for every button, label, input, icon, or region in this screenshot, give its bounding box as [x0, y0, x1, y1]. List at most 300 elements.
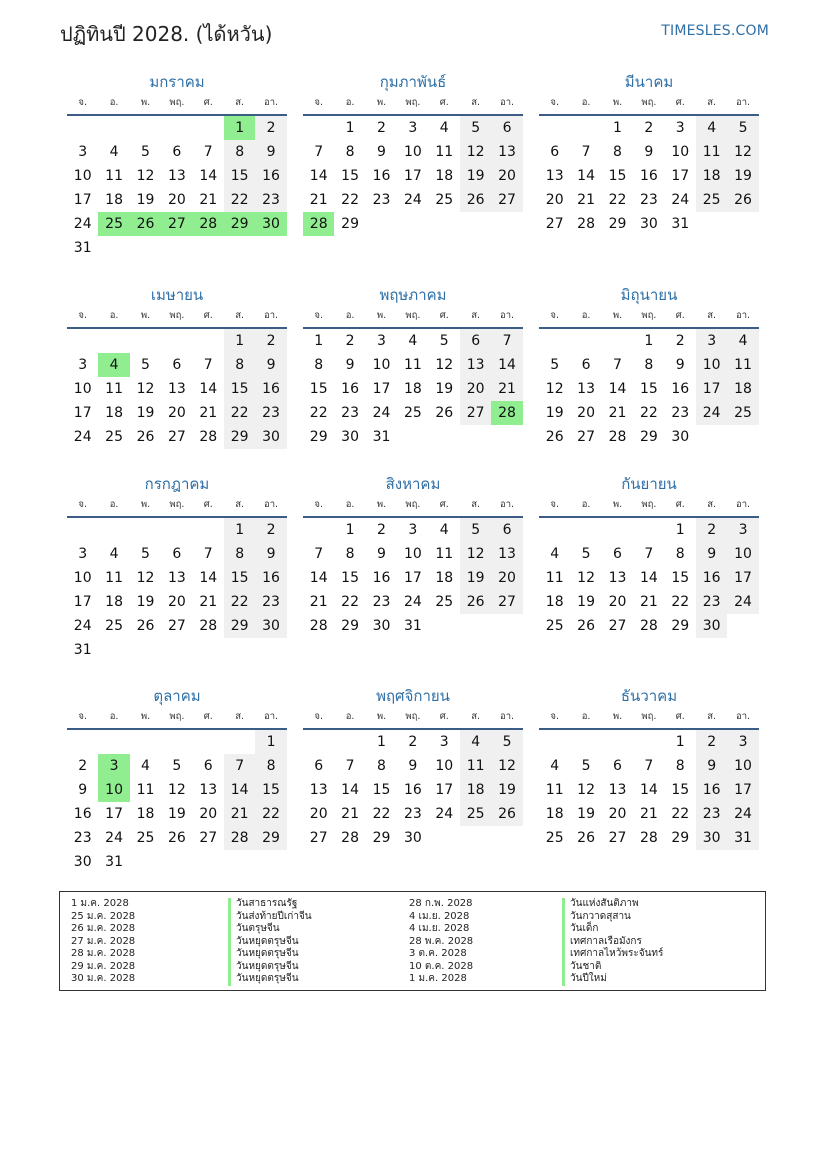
day-cell: 13	[608, 570, 627, 586]
weekday-label: ส.	[707, 499, 717, 510]
day-cell: 1	[675, 522, 685, 538]
empty-cell	[303, 116, 334, 140]
day-cell: 7	[203, 357, 213, 373]
weekday-label: อา.	[736, 711, 751, 722]
weekend-day-cell: 9	[255, 140, 286, 164]
legend-date: 28 ก.พ. 2028	[409, 898, 473, 909]
empty-cell	[193, 329, 224, 353]
day-cell: 7	[644, 546, 654, 562]
weekday-label: อ.	[345, 499, 355, 510]
day-cell: 20	[199, 806, 218, 822]
day-cell: 12	[136, 381, 155, 397]
weekday-label: พฤ.	[169, 499, 185, 510]
weekend-day-cell: 6	[491, 518, 522, 542]
day-cell: 24	[73, 618, 92, 634]
day-cell: 11	[435, 144, 454, 160]
day-cell: 27	[309, 830, 328, 846]
weekend-day-cell: 23	[255, 188, 286, 212]
month-name: มีนาคม	[624, 73, 674, 91]
weekday-label: พฤ.	[169, 711, 185, 722]
day-cell: 28	[199, 429, 218, 445]
weekday-label: พฤ.	[169, 310, 185, 321]
day-cell: 15	[671, 782, 690, 798]
weekday-label: อ.	[109, 499, 119, 510]
weekday-header	[67, 96, 287, 116]
month-name: กรกฎาคม	[144, 475, 210, 493]
legend-holiday-name: วันหยุดตรุษจีน	[228, 936, 312, 949]
day-cell: 31	[403, 618, 422, 634]
weekend-day-cell: 19	[727, 164, 758, 188]
weekday-label: อ.	[109, 97, 119, 108]
weekend-day-cell: 25	[696, 188, 727, 212]
empty-cell	[67, 518, 98, 542]
day-cell: 4	[439, 120, 449, 136]
weekend-day-cell: 26	[460, 188, 491, 212]
day-cell: 30	[73, 854, 92, 870]
weekday-label: อา.	[500, 711, 515, 722]
day-cell: 5	[141, 357, 150, 373]
day-cell: 22	[608, 192, 627, 208]
weekday-label: พ.	[140, 97, 151, 108]
weekday-header	[67, 710, 287, 730]
day-cell: 3	[377, 333, 386, 349]
day-cell: 14	[309, 570, 328, 586]
weekday-label: พ.	[612, 97, 623, 108]
day-cell: 21	[639, 594, 658, 610]
day-cell: 13	[199, 782, 218, 798]
month-calendar	[303, 686, 523, 850]
empty-cell	[602, 518, 633, 542]
day-cell: 10	[73, 381, 92, 397]
holiday-day-cell: 3	[98, 754, 129, 778]
day-cell: 22	[341, 192, 359, 208]
weekend-day-cell: 22	[255, 802, 286, 826]
empty-cell	[98, 730, 129, 754]
day-cell: 14	[199, 168, 218, 184]
day-cell: 23	[403, 806, 422, 822]
day-cell: 5	[550, 357, 560, 373]
day-cell: 25	[435, 594, 454, 610]
weekday-header	[67, 498, 287, 518]
day-grid	[539, 329, 759, 449]
legend-date: 30 ม.ค. 2028	[71, 973, 136, 984]
weekday-label: อ.	[581, 499, 591, 510]
holiday-day-cell: 1	[224, 116, 255, 140]
weekday-label: อา.	[264, 711, 279, 722]
day-cell: 3	[408, 522, 418, 538]
weekend-day-cell: 2	[255, 329, 286, 353]
legend-date: 1 ม.ค. 2028	[409, 973, 467, 984]
empty-cell	[633, 518, 664, 542]
weekday-label: พฤ.	[405, 310, 421, 321]
weekend-day-cell: 21	[491, 377, 522, 401]
weekend-day-cell: 20	[460, 377, 491, 401]
day-cell: 22	[671, 806, 690, 822]
month-calendar	[539, 285, 759, 449]
legend-date: 4 เม.ย. 2028	[409, 910, 470, 922]
empty-cell	[570, 116, 601, 140]
weekday-label: พ.	[376, 310, 387, 321]
day-cell: 8	[377, 758, 386, 774]
month-calendar	[303, 285, 523, 449]
weekday-label: ศ.	[439, 97, 449, 108]
weekend-day-cell: 14	[491, 353, 522, 377]
day-cell: 8	[675, 758, 685, 774]
weekday-label: อา.	[500, 499, 515, 510]
day-cell: 15	[639, 381, 658, 397]
day-cell: 13	[577, 381, 595, 397]
day-grid	[303, 730, 523, 850]
day-cell: 18	[105, 405, 123, 421]
weekend-day-cell: 22	[224, 401, 255, 425]
weekend-day-cell: 12	[491, 754, 522, 778]
day-cell: 22	[639, 405, 658, 421]
holiday-day-cell: 28	[491, 401, 522, 425]
weekday-label: ส.	[707, 310, 717, 321]
legend-holiday-name: วันเด็ก	[562, 923, 663, 936]
weekend-day-cell: 30	[696, 614, 727, 638]
empty-cell	[161, 329, 192, 353]
weekday-label: ส.	[471, 97, 481, 108]
weekday-label: ส.	[707, 711, 717, 722]
weekday-label: อ.	[345, 310, 355, 321]
weekend-day-cell: 10	[696, 353, 727, 377]
weekday-label: จ.	[78, 310, 87, 321]
day-cell: 16	[639, 168, 658, 184]
weekend-day-cell: 2	[255, 116, 286, 140]
day-cell: 20	[545, 192, 564, 208]
day-cell: 13	[309, 782, 328, 798]
weekday-label: พ.	[376, 97, 387, 108]
weekday-label: จ.	[78, 499, 87, 510]
day-cell: 15	[341, 168, 359, 184]
day-cell: 14	[639, 782, 658, 798]
day-cell: 11	[545, 782, 564, 798]
day-cell: 14	[199, 570, 218, 586]
weekend-day-cell: 19	[460, 164, 491, 188]
day-cell: 25	[136, 830, 155, 846]
day-cell: 28	[608, 429, 627, 445]
month-calendar	[67, 285, 287, 449]
day-cell: 4	[109, 144, 119, 160]
weekday-label: พฤ.	[405, 711, 421, 722]
day-cell: 19	[545, 405, 564, 421]
day-cell: 6	[550, 144, 560, 160]
day-cell: 19	[435, 381, 454, 397]
weekday-label: ศ.	[675, 97, 685, 108]
day-cell: 27	[167, 618, 186, 634]
weekday-label: ศ.	[675, 711, 685, 722]
day-cell: 20	[167, 405, 186, 421]
weekend-day-cell: 3	[727, 518, 758, 542]
legend-dates-column-1	[71, 898, 135, 986]
weekend-day-cell: 26	[727, 188, 758, 212]
day-cell: 19	[167, 806, 186, 822]
day-cell: 26	[545, 429, 564, 445]
empty-cell	[334, 730, 365, 754]
weekday-label: พ.	[612, 499, 623, 510]
day-cell: 10	[73, 570, 92, 586]
weekend-day-cell: 16	[255, 164, 286, 188]
day-cell: 18	[435, 570, 454, 586]
empty-cell	[130, 116, 161, 140]
day-cell: 10	[403, 546, 422, 562]
day-cell: 31	[73, 642, 92, 658]
weekend-day-cell: 9	[255, 353, 286, 377]
day-cell: 3	[675, 120, 685, 136]
month-calendar	[303, 474, 523, 638]
weekend-day-cell: 22	[224, 188, 255, 212]
day-cell: 30	[341, 429, 359, 445]
day-cell: 23	[73, 830, 92, 846]
day-cell: 13	[167, 168, 186, 184]
day-cell: 12	[167, 782, 186, 798]
weekday-label: อ.	[581, 711, 591, 722]
day-cell: 26	[136, 429, 155, 445]
weekday-label: ส.	[471, 711, 481, 722]
day-cell: 28	[341, 830, 359, 846]
legend-holiday-name: วันสาธารณรัฐ	[228, 898, 312, 911]
legend-holiday-name: วันแห่งสันติภาพ	[562, 898, 663, 911]
day-cell: 10	[403, 144, 422, 160]
empty-cell	[193, 730, 224, 754]
weekend-day-cell: 24	[727, 590, 758, 614]
weekday-label: ศ.	[203, 499, 213, 510]
empty-cell	[193, 116, 224, 140]
day-cell: 15	[372, 782, 391, 798]
day-cell: 6	[203, 758, 213, 774]
day-cell: 22	[671, 594, 690, 610]
day-cell: 21	[309, 192, 328, 208]
holiday-day-cell: 28	[193, 212, 224, 236]
weekend-day-cell: 24	[727, 802, 758, 826]
day-cell: 9	[78, 782, 88, 798]
day-cell: 12	[136, 168, 155, 184]
day-cell: 29	[608, 216, 627, 232]
day-cell: 1	[345, 522, 355, 538]
weekday-label: จ.	[550, 97, 559, 108]
weekday-label: พฤ.	[405, 499, 421, 510]
weekday-label: จ.	[314, 711, 323, 722]
legend-date: 26 ม.ค. 2028	[71, 923, 136, 934]
day-cell: 27	[199, 830, 218, 846]
day-cell: 10	[372, 357, 391, 373]
page-title: ปฏิทินปี 2028. (ได้หวัน)	[60, 22, 273, 46]
empty-cell	[161, 518, 192, 542]
holiday-day-cell: 26	[130, 212, 161, 236]
weekend-day-cell: 8	[224, 542, 255, 566]
day-cell: 26	[435, 405, 454, 421]
day-cell: 16	[671, 381, 690, 397]
day-cell: 14	[639, 570, 658, 586]
day-cell: 12	[545, 381, 564, 397]
legend-holiday-name: เทศกาลเรือมังกร	[562, 936, 663, 949]
weekend-day-cell: 4	[696, 116, 727, 140]
legend-holiday-name: วันปีใหม่	[562, 973, 663, 986]
weekday-label: พ.	[376, 499, 387, 510]
weekend-day-cell: 26	[491, 802, 522, 826]
day-cell: 8	[345, 144, 355, 160]
month-name: กันยายน	[621, 475, 677, 493]
weekend-day-cell: 29	[255, 826, 286, 850]
empty-cell	[539, 116, 570, 140]
legend-holiday-name: วันส่งท้ายปีเก่าจีน	[228, 911, 312, 924]
site-brand-link[interactable]: TIMESLES.COM	[661, 23, 769, 39]
weekend-day-cell: 16	[255, 377, 286, 401]
weekend-day-cell: 19	[491, 778, 522, 802]
legend-holiday-name: เทศกาลไหว้พระจันทร์	[562, 948, 663, 961]
month-name: เมษายน	[150, 286, 204, 304]
weekday-label: พ.	[376, 711, 387, 722]
weekend-day-cell: 18	[460, 778, 491, 802]
day-cell: 10	[73, 168, 92, 184]
day-cell: 19	[136, 405, 155, 421]
day-cell: 10	[435, 758, 454, 774]
month-calendar	[539, 686, 759, 850]
day-cell: 3	[78, 357, 88, 373]
day-cell: 17	[73, 405, 92, 421]
day-cell: 19	[136, 192, 155, 208]
day-cell: 9	[377, 546, 386, 562]
weekday-label: พฤ.	[169, 97, 185, 108]
weekend-day-cell: 23	[696, 802, 727, 826]
day-cell: 9	[377, 144, 386, 160]
day-cell: 7	[314, 546, 324, 562]
weekday-label: ศ.	[439, 310, 449, 321]
day-cell: 11	[105, 570, 123, 586]
weekend-day-cell: 12	[727, 140, 758, 164]
day-cell: 4	[550, 758, 560, 774]
day-cell: 16	[372, 168, 391, 184]
day-cell: 25	[545, 618, 564, 634]
empty-cell	[602, 730, 633, 754]
weekday-label: ศ.	[675, 310, 685, 321]
weekday-header	[539, 710, 759, 730]
month-name: กุมภาพันธ์	[379, 73, 447, 91]
day-cell: 27	[577, 429, 595, 445]
weekday-header	[539, 309, 759, 329]
weekend-day-cell: 16	[255, 566, 286, 590]
day-grid	[67, 518, 287, 662]
weekend-day-cell: 15	[224, 566, 255, 590]
day-cell: 27	[167, 429, 186, 445]
weekend-day-cell: 2	[255, 518, 286, 542]
weekend-day-cell: 15	[224, 164, 255, 188]
day-grid	[539, 518, 759, 638]
weekend-day-cell: 4	[460, 730, 491, 754]
weekend-day-cell: 15	[224, 377, 255, 401]
day-cell: 18	[105, 594, 123, 610]
day-cell: 11	[105, 168, 123, 184]
weekend-day-cell: 21	[224, 802, 255, 826]
day-grid	[303, 116, 523, 236]
weekday-label: ศ.	[203, 711, 213, 722]
empty-cell	[570, 329, 601, 353]
day-cell: 1	[345, 120, 355, 136]
day-cell: 8	[613, 144, 622, 160]
empty-cell	[130, 730, 161, 754]
weekend-day-cell: 17	[727, 778, 758, 802]
day-cell: 11	[105, 381, 123, 397]
day-cell: 21	[341, 806, 359, 822]
weekday-label: จ.	[550, 310, 559, 321]
weekend-day-cell: 28	[224, 826, 255, 850]
weekend-day-cell: 24	[696, 401, 727, 425]
weekend-day-cell: 20	[491, 566, 522, 590]
day-cell: 28	[309, 618, 328, 634]
day-cell: 7	[203, 144, 213, 160]
day-cell: 1	[377, 734, 386, 750]
weekday-header	[303, 96, 523, 116]
day-cell: 5	[581, 758, 591, 774]
weekend-day-cell: 27	[491, 590, 522, 614]
weekend-day-cell: 9	[255, 542, 286, 566]
day-grid	[539, 730, 759, 850]
empty-cell	[224, 730, 255, 754]
day-cell: 23	[372, 192, 391, 208]
weekday-label: พ.	[140, 310, 151, 321]
weekday-label: พฤ.	[641, 711, 657, 722]
weekend-day-cell: 13	[491, 140, 522, 164]
empty-cell	[570, 518, 601, 542]
day-cell: 3	[78, 144, 88, 160]
day-cell: 21	[639, 806, 658, 822]
legend-date: 28 พ.ค. 2028	[409, 935, 474, 947]
month-calendar	[67, 686, 287, 874]
day-cell: 2	[408, 734, 418, 750]
day-cell: 20	[577, 405, 595, 421]
day-cell: 7	[345, 758, 355, 774]
day-cell: 7	[581, 144, 591, 160]
day-cell: 21	[577, 192, 595, 208]
weekday-label: ส.	[707, 97, 717, 108]
day-cell: 24	[73, 216, 92, 232]
legend-date: 29 ม.ค. 2028	[71, 960, 136, 972]
day-cell: 29	[372, 830, 391, 846]
month-name: พฤษภาคม	[379, 286, 447, 304]
weekday-label: พ.	[140, 711, 151, 722]
day-cell: 16	[403, 782, 422, 798]
day-cell: 20	[167, 594, 186, 610]
empty-cell	[67, 730, 98, 754]
day-cell: 2	[644, 120, 654, 136]
weekend-day-cell: 9	[696, 754, 727, 778]
day-cell: 6	[613, 546, 622, 562]
day-cell: 24	[671, 192, 690, 208]
empty-cell	[303, 518, 334, 542]
empty-cell	[539, 329, 570, 353]
month-calendar	[67, 474, 287, 662]
legend-date: 4 เม.ย. 2028	[409, 923, 470, 934]
weekend-day-cell: 4	[727, 329, 758, 353]
day-cell: 18	[435, 168, 454, 184]
legend-date: 28 ม.ค. 2028	[71, 948, 136, 959]
empty-cell	[130, 518, 161, 542]
weekend-day-cell: 22	[224, 590, 255, 614]
day-cell: 23	[372, 594, 391, 610]
day-cell: 17	[671, 168, 690, 184]
day-cell: 6	[172, 357, 182, 373]
day-cell: 2	[377, 522, 386, 538]
weekend-day-cell: 1	[224, 518, 255, 542]
day-cell: 19	[577, 806, 595, 822]
day-cell: 2	[78, 758, 88, 774]
weekend-day-cell: 27	[491, 188, 522, 212]
weekday-label: ศ.	[439, 499, 449, 510]
day-cell: 25	[105, 429, 123, 445]
weekend-day-cell: 16	[696, 778, 727, 802]
holiday-day-cell: 30	[255, 212, 286, 236]
